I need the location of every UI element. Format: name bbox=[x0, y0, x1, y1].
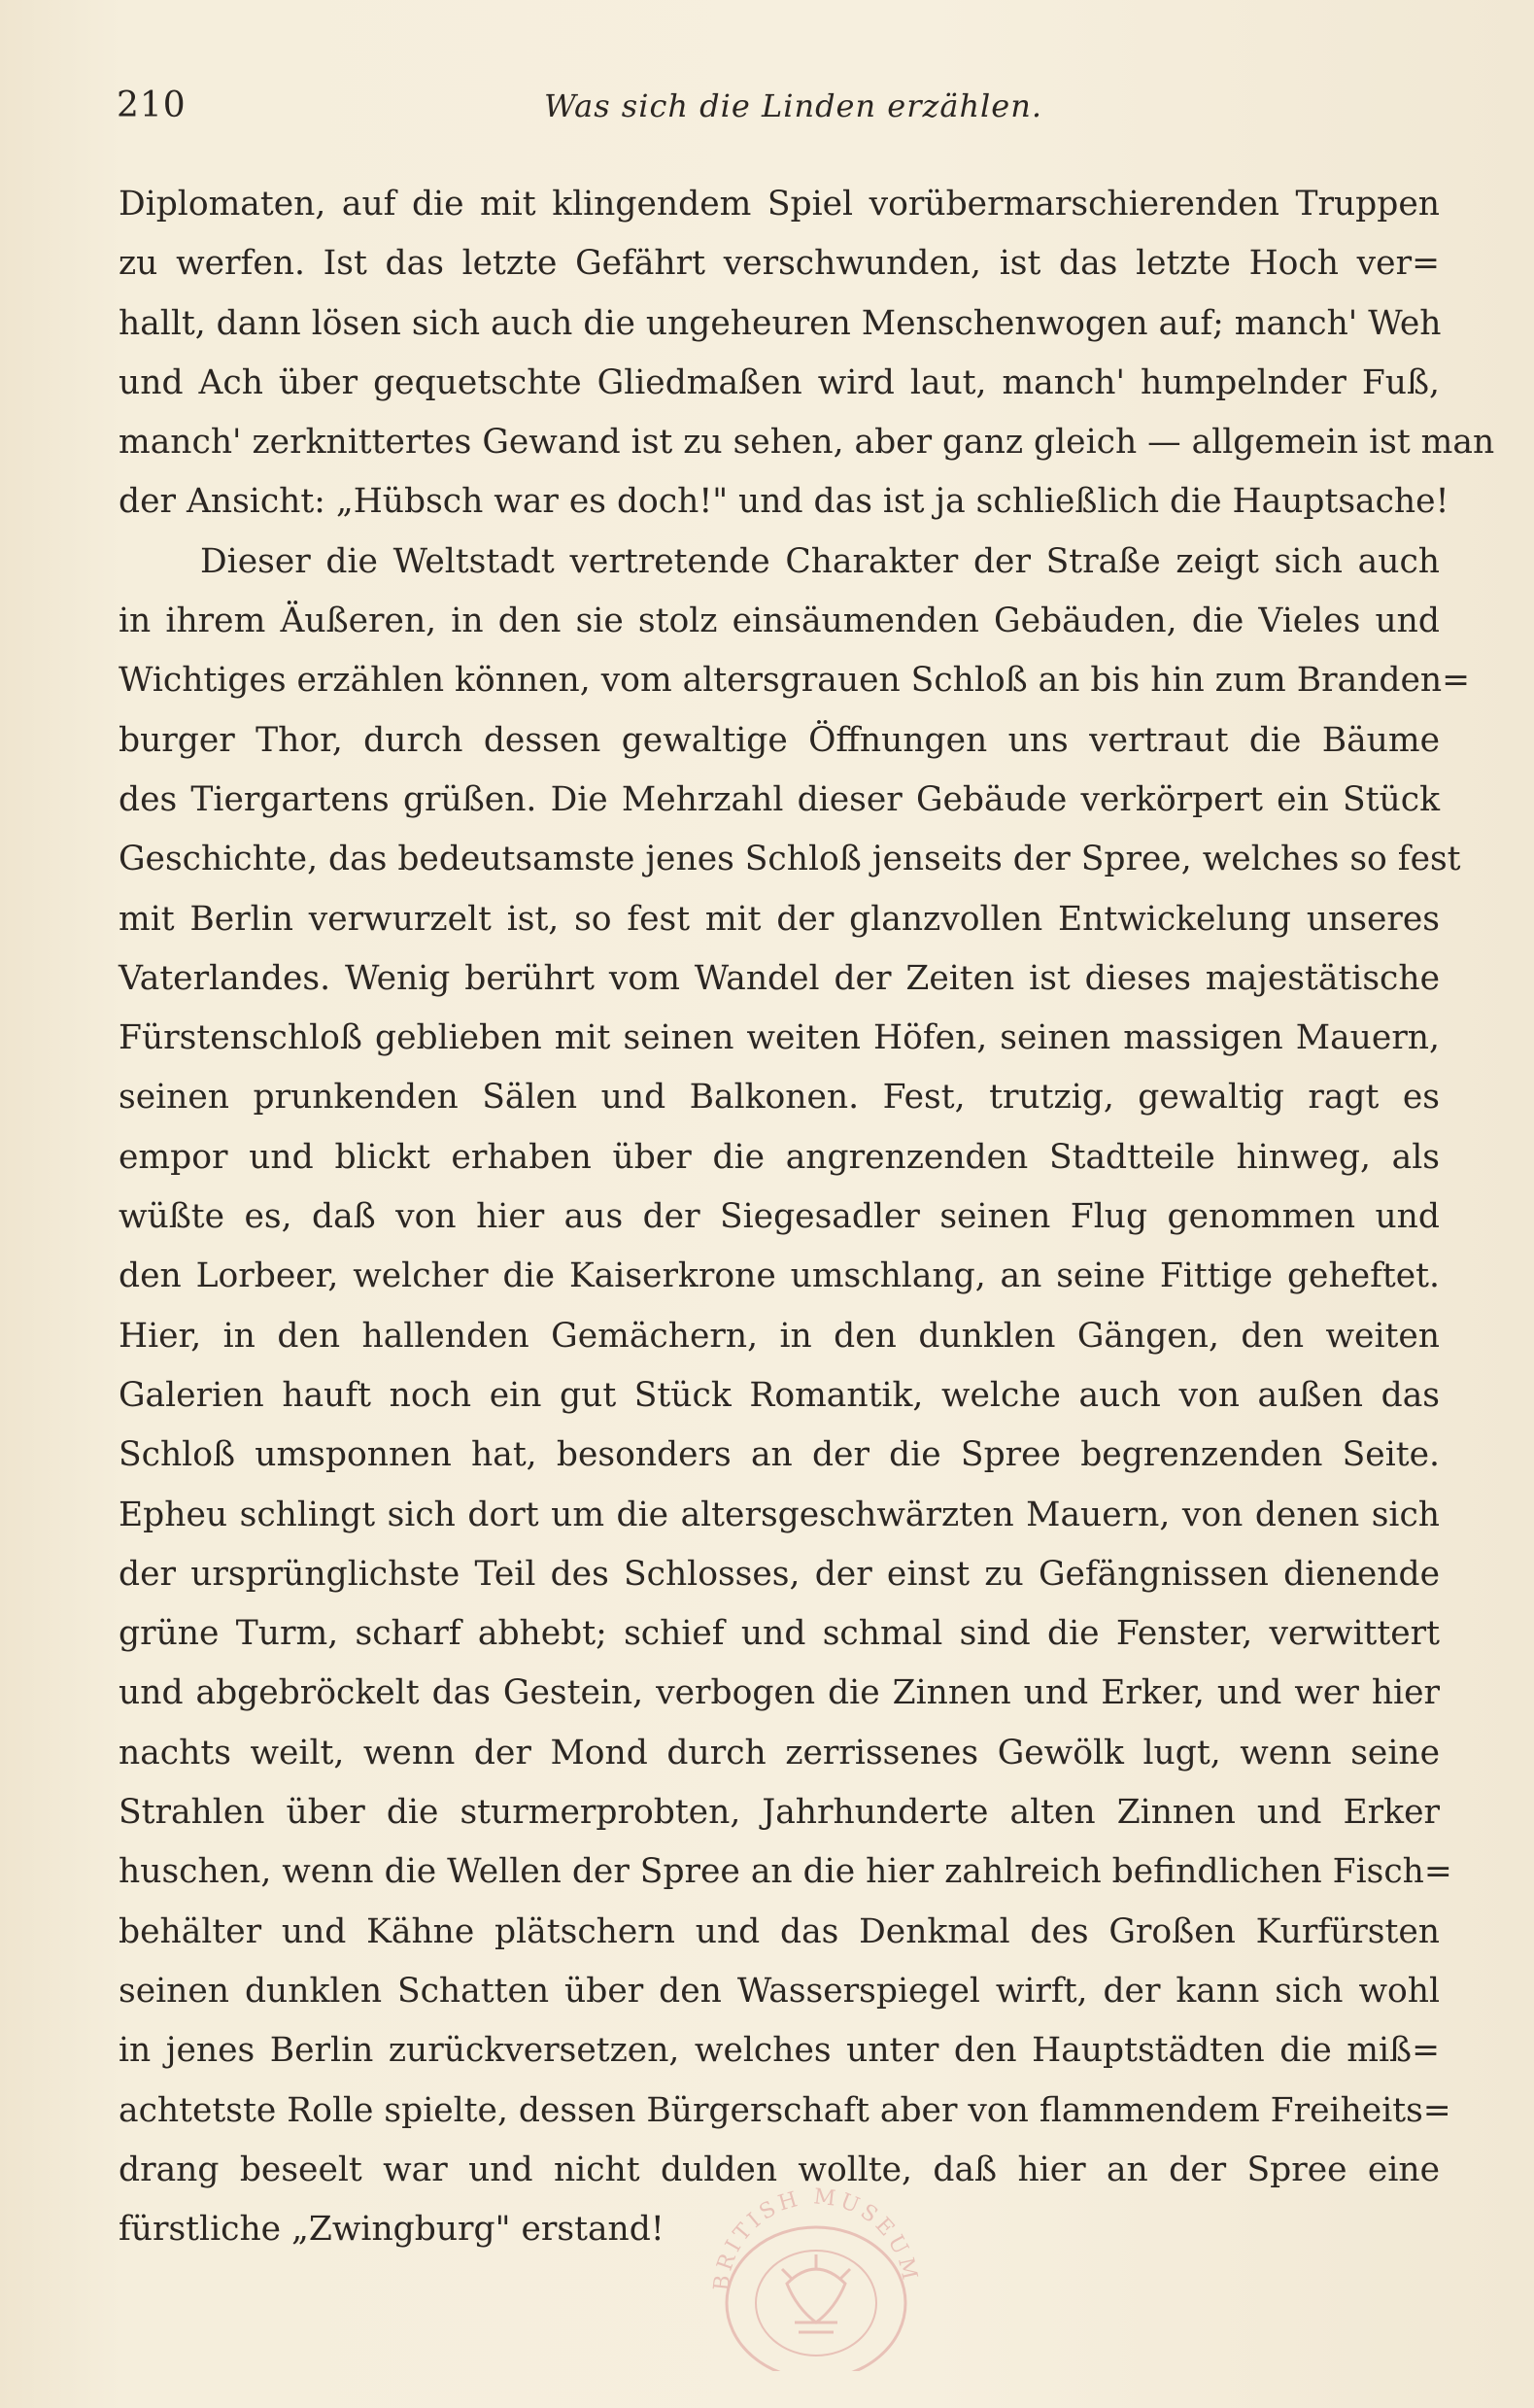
text-line: und abgebröckelt das Gestein, verbogen die Zinnen und Erker, und wer hier bbox=[119, 1673, 1440, 1713]
text-line: Fürstenschloß geblieben mit seinen weiten Höfen, seinen massigen Mauern, bbox=[119, 1018, 1440, 1058]
body-text bbox=[119, 175, 1495, 2259]
text-line: in ihrem Äußeren, in den sie stolz einsäumenden Gebäuden, die Vieles und bbox=[119, 602, 1440, 641]
text-line: Wichtiges erzählen können, vom altersgrauen Schloß an bis hin zum Branden= bbox=[119, 661, 1471, 701]
text-line: zu werfen. Ist das letzte Gefährt verschwunden, ist das letzte Hoch ver= bbox=[119, 244, 1440, 284]
running-head: Was sich die Linden erzählen. bbox=[544, 87, 1042, 124]
text-line: burger Thor, durch dessen gewaltige Öffnungen uns vertraut die Bäume bbox=[119, 720, 1440, 760]
text-line: und Ach über gequetschte Gliedmaßen wird laut, manch' humpelnder Fuß, bbox=[119, 362, 1440, 402]
stamp-seal-icon bbox=[727, 2227, 905, 2371]
page-header bbox=[117, 86, 1438, 134]
text-line: des Tiergartens grüßen. Die Mehrzahl dieser Gebäude verkörpert ein Stück bbox=[119, 779, 1440, 819]
text-line: Schloß umsponnen hat, besonders an der die Spree begrenzenden Seite. bbox=[119, 1435, 1440, 1475]
text-line: seinen dunklen Schatten über den Wasserspiegel wirft, der kann sich wohl bbox=[119, 1971, 1440, 2011]
text-line: nachts weilt, wenn der Mond durch zerrissenes Gewölk lugt, wenn seine bbox=[119, 1733, 1440, 1772]
text-line: der ursprünglichste Teil des Schlosses, der einst zu Gefängnissen dienende bbox=[119, 1554, 1440, 1594]
text-line: Hier, in den hallenden Gemächern, in den dunklen Gängen, den weiten bbox=[119, 1316, 1440, 1356]
text-line: der Ansicht: „Hübsch war es doch!" und das ist ja schließlich die Hauptsache! bbox=[119, 482, 1449, 522]
text-line: in jenes Berlin zurückversetzen, welches unter den Hauptstädten die miß= bbox=[119, 2031, 1440, 2071]
text-line: mit Berlin verwurzelt ist, so fest mit der glanzvollen Entwickelung unseres bbox=[119, 899, 1440, 939]
text-line: grüne Turm, scharf abhebt; schief und schmal sind die Fenster, verwittert bbox=[119, 1614, 1440, 1654]
text-line: Strahlen über die sturmerprobten, Jahrhunderte alten Zinnen und Erker bbox=[119, 1793, 1440, 1833]
page-number: 210 bbox=[117, 86, 187, 125]
text-line: den Lorbeer, welcher die Kaiserkrone umschlang, an seine Fittige geheftet. bbox=[119, 1256, 1440, 1296]
library-stamp bbox=[670, 2177, 962, 2371]
text-line: Epheu schlingt sich dort um die altersgeschwärzten Mauern, von denen sich bbox=[119, 1495, 1440, 1534]
text-line: achtetste Rolle spielte, dessen Bürgerschaft aber von flammendem Freiheits= bbox=[119, 2090, 1451, 2130]
text-line: Diplomaten, auf die mit klingendem Spiel vorübermarschierenden Truppen bbox=[119, 185, 1440, 224]
text-line: drang beseelt war und nicht dulden wollte, daß hier an der Spree eine bbox=[119, 2150, 1440, 2189]
text-line: Geschichte, das bedeutsamste jenes Schloß jenseits der Spree, welches so fest bbox=[119, 840, 1461, 879]
stamp-text: BRITISH MUSEUM bbox=[709, 2184, 923, 2292]
text-line: fürstliche „Zwingburg" erstand! bbox=[119, 2210, 665, 2250]
text-line: Vaterlandes. Wenig berührt vom Wandel der Zeiten ist dieses majestätische bbox=[119, 958, 1440, 998]
text-line: wüßte es, daß von hier aus der Siegesadler seinen Flug genommen und bbox=[119, 1197, 1440, 1237]
text-line: huschen, wenn die Wellen der Spree an die hier zahlreich befindlichen Fisch= bbox=[119, 1852, 1452, 1892]
text-line: behälter und Kähne plätschern und das Denkmal des Großen Kurfürsten bbox=[119, 1911, 1440, 1951]
text-line: seinen prunkenden Sälen und Balkonen. Fest, trutzig, gewaltig ragt es bbox=[119, 1078, 1440, 1118]
text-line: empor und blickt erhaben über die angrenzenden Stadtteile hinweg, als bbox=[119, 1137, 1440, 1177]
text-line: Dieser die Weltstadt vertretende Charakter der Straße zeigt sich auch bbox=[200, 541, 1440, 581]
text-line: hallt, dann lösen sich auch die ungeheuren Menschenwogen auf; manch' Weh bbox=[119, 303, 1442, 343]
text-line: Galerien hauft noch ein gut Stück Romantik, welche auch von außen das bbox=[119, 1375, 1440, 1415]
text-line: manch' zerknittertes Gewand ist zu sehen, aber ganz gleich — allgemein ist man bbox=[119, 423, 1495, 463]
